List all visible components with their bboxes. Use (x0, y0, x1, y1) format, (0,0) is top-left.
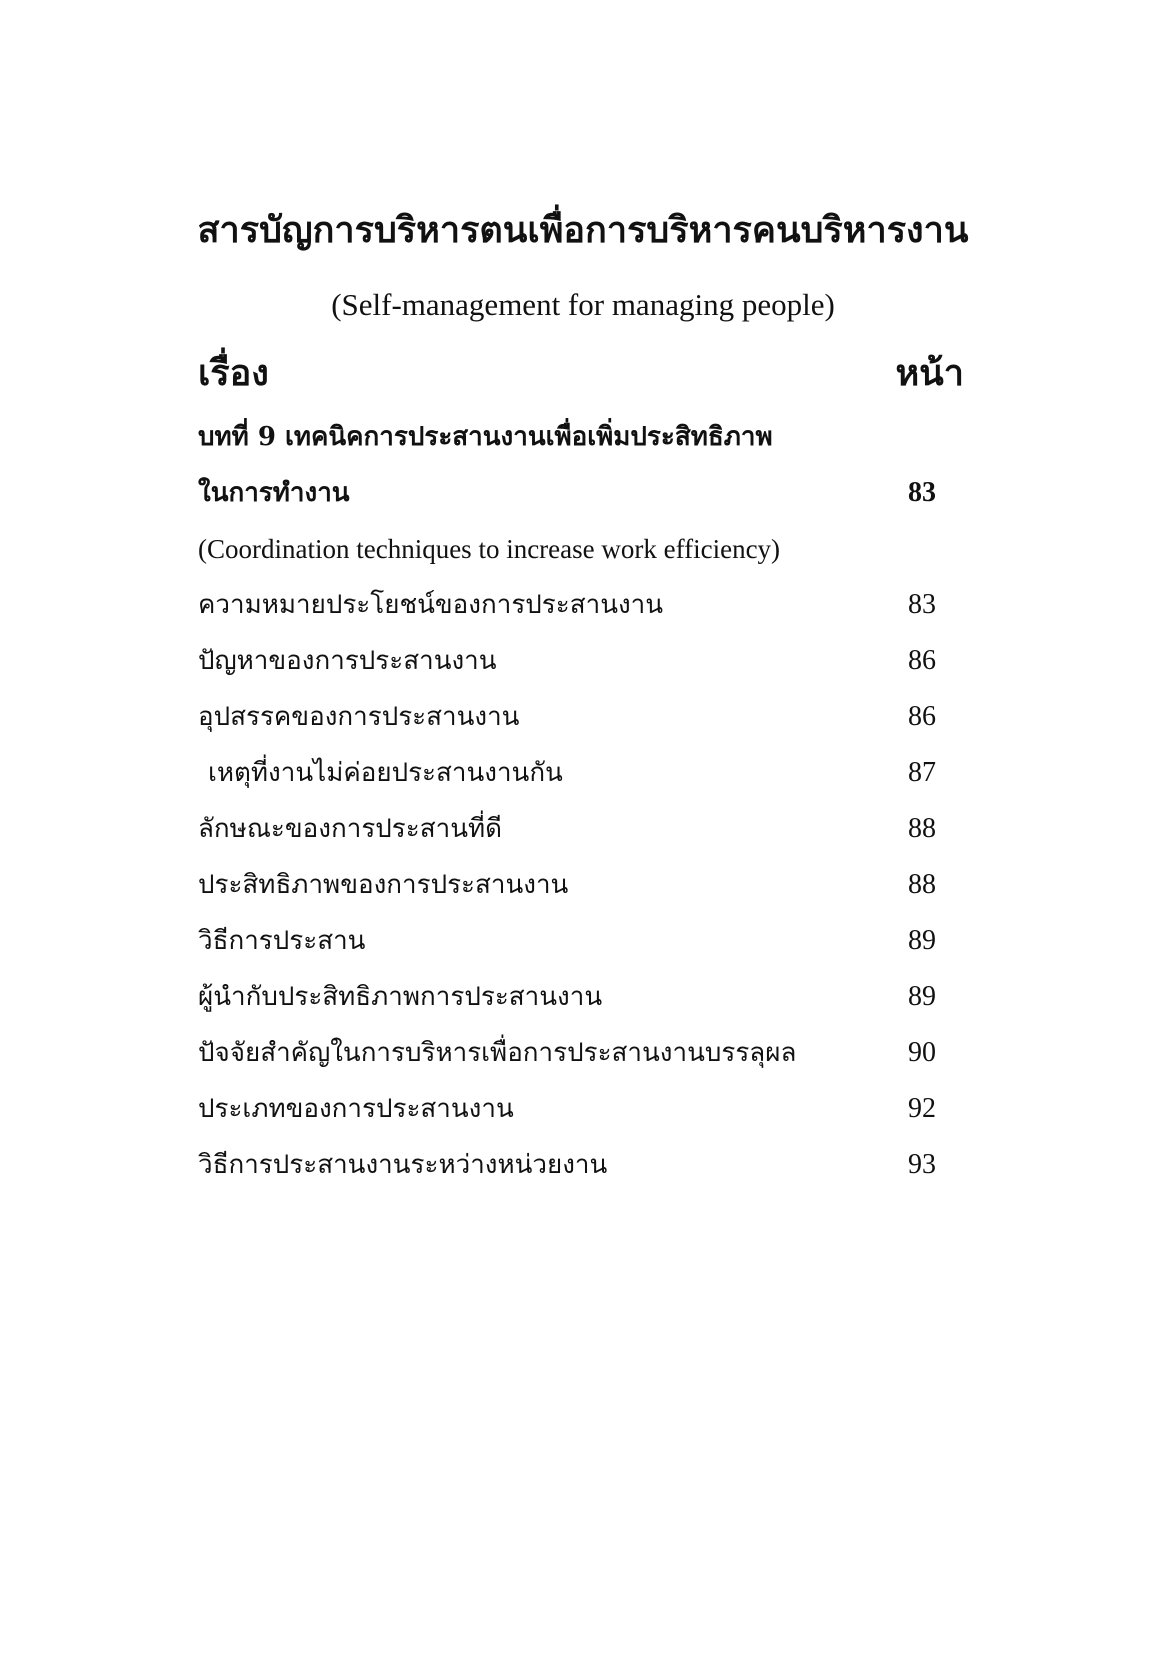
toc-entry-label: อุปสรรคของการประสานงาน (198, 702, 520, 732)
toc-entry (198, 577, 950, 633)
toc-entry-label: เหตุที่งานไม่ค่อยประสานงานกัน (208, 758, 563, 788)
toc-entry-page: 86 (908, 701, 936, 732)
toc-entry-page: 83 (908, 477, 936, 508)
toc-entry-page: 88 (908, 869, 936, 900)
toc-entry-page: 88 (908, 813, 936, 844)
toc-entry (198, 801, 950, 857)
toc-entry (198, 969, 950, 1025)
toc-entry-label: ประเภทของการประสานงาน (198, 1094, 514, 1124)
toc-entry-page: 83 (908, 589, 936, 620)
toc-entry-label: ผู้นำกับประสิทธิภาพการประสานงาน (198, 982, 603, 1012)
page-title: สารบัญการบริหารตนเพื่อการบริหารคนบริหารงาน (197, 209, 969, 251)
page-column-header: หน้า (895, 352, 964, 394)
toc-entry-page: 93 (908, 1149, 936, 1180)
toc-entry-label: ประสิทธิภาพของการประสานงาน (198, 870, 569, 900)
toc-entry-page: 92 (908, 1093, 936, 1124)
toc-entry-label: ปัจจัยสำคัญในการบริหารเพื่อการประสานงานบรรลุผล (198, 1038, 797, 1068)
toc-chapter-english-title (198, 521, 950, 577)
toc-entry-page: 89 (908, 925, 936, 956)
toc-entry-page: 86 (908, 645, 936, 676)
toc-chapter-heading-continued (198, 465, 950, 521)
toc-entry-page: 89 (908, 981, 936, 1012)
toc-entry-page: 87 (908, 757, 936, 788)
toc-chapter-heading (198, 409, 950, 465)
toc-entry (198, 857, 950, 913)
toc-entry (198, 1137, 950, 1193)
toc-entry (198, 689, 950, 745)
table-of-contents (198, 409, 950, 1193)
toc-entry-label: บทที่ 9 เทคนิคการประสานงานเพื่อเพิ่มประสิทธิภาพ (198, 422, 773, 452)
toc-entry (198, 1081, 950, 1137)
toc-entry-label: วิธีการประสาน (198, 926, 366, 956)
toc-entry-label: ความหมายประโยชน์ของการประสานงาน (198, 590, 664, 620)
toc-entry (198, 913, 950, 969)
toc-entry-label: วิธีการประสานงานระหว่างหน่วยงาน (198, 1150, 608, 1180)
toc-entry-label: ในการทำงาน (198, 478, 350, 508)
toc-entry-label: ปัญหาของการประสานงาน (198, 646, 497, 676)
toc-entry-label: (Coordination techniques to increase work efficiency) (198, 534, 781, 564)
toc-entry (198, 633, 950, 689)
topic-column-header: เรื่อง (198, 352, 269, 394)
page-subtitle: (Self-management for managing people) (331, 287, 835, 322)
toc-entry-page: 90 (908, 1037, 936, 1068)
toc-entry-label: ลักษณะของการประสานที่ดี (198, 814, 502, 844)
toc-entry (198, 1025, 950, 1081)
toc-entry (198, 745, 950, 801)
